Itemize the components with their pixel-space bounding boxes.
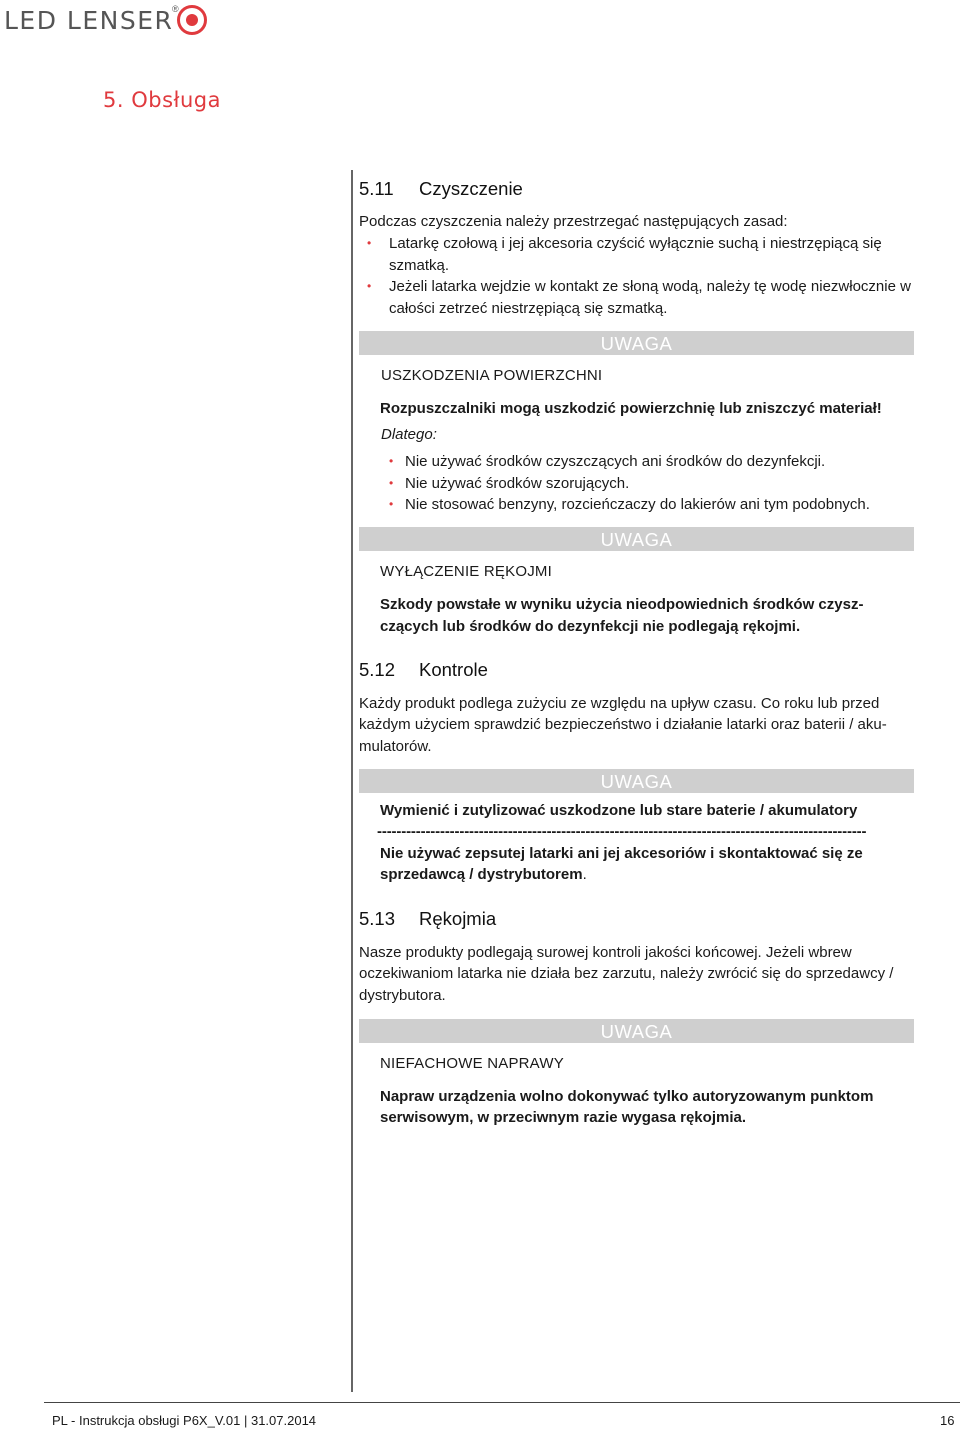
list-item: • Latarkę czołową i jej akcesoria czyścić wyłącznie suchą i niestrzępiącą się szmatką.	[359, 233, 931, 276]
warning-bold-line: serwisowym, w przeciwnym razie wygasa rękojmia.	[380, 1109, 746, 1126]
footer-rule	[44, 1402, 960, 1403]
paragraph-line: oczekiwaniom latarka nie działa bez zarzutu, należy zwrócić się do sprzedawcy /	[359, 965, 894, 982]
paragraph-line: dystrybutora.	[359, 987, 446, 1004]
cleaning-rules-list	[359, 233, 931, 319]
section-number: 5.11	[359, 178, 394, 199]
list-item: • Nie stosować benzyny, rozcieńczaczy do lakierów ani tym podobnych.	[380, 494, 920, 516]
section-heading-5-13	[359, 908, 496, 930]
vertical-rule	[351, 170, 353, 1392]
list-item: • Nie używać środków czyszczących ani środków do dezynfekcji.	[380, 451, 920, 473]
sentence-end: .	[582, 866, 587, 883]
warning-bold-line: sprzedawcą / dystrybutorem	[380, 866, 583, 883]
paragraph-line: Nasze produkty podlegają surowej kontroli jakości końcowej. Jeżeli wbrew	[359, 944, 852, 961]
brand-logo	[4, 4, 207, 36]
section-intro: Podczas czyszczenia należy przestrzegać następujących zasad:	[359, 213, 788, 230]
paragraph-line: mulatorów.	[359, 738, 432, 755]
warning-label: NIEFACHOWE NAPRAWY	[380, 1055, 564, 1072]
section-title: Rękojmia	[419, 908, 497, 929]
warning-bar: UWAGA	[359, 769, 914, 793]
warning-bar: UWAGA	[359, 527, 914, 551]
warning-italic-text: Dlatego:	[381, 426, 437, 443]
footer-document-info: PL - Instrukcja obsługi P6X_V.01 | 31.07.2014	[52, 1413, 317, 1428]
brand-name: LED LENSER	[4, 5, 174, 35]
chapter-title: 5. Obsługa	[103, 88, 221, 112]
warning-bullet-list	[380, 451, 920, 516]
warning-label: WYŁĄCZENIE RĘKOJMI	[380, 563, 552, 580]
warning-bar: UWAGA	[359, 1019, 914, 1043]
list-item: • Nie używać środków szorujących.	[380, 473, 920, 495]
paragraph-line: Każdy produkt podlega zużyciu ze względu na upływ czasu. Co roku lub przed	[359, 695, 880, 712]
warning-bold-line-wrap	[380, 864, 587, 886]
warning-bar: UWAGA	[359, 331, 914, 355]
page-number: 16	[940, 1413, 955, 1428]
warning-bold-line: czących lub środków do dezynfekcji nie podlegają rękojmi.	[380, 618, 801, 635]
warning-bold-line: Szkody powstałe w wyniku użycia nieodpowiednich środków czysz-	[380, 596, 864, 613]
section-heading-5-11	[359, 178, 523, 200]
section-number: 5.13	[359, 908, 396, 929]
dashed-separator: -----------------------------------------------------------------------------------------------------	[377, 823, 867, 840]
warning-bold-line: Nie używać zepsutej latarki ani jej akcesoriów i skontaktować się ze	[380, 845, 863, 862]
registered-mark: ®	[172, 4, 179, 14]
warning-bold-line: Napraw urządzenia wolno dokonywać tylko autoryzowanym punktom	[380, 1088, 874, 1105]
warning-bold-text: Wymienić i zutylizować uszkodzone lub stare baterie / akumulatory	[380, 802, 858, 819]
warning-label: USZKODZENIA POWIERZCHNI	[381, 367, 603, 384]
section-title: Kontrole	[419, 659, 488, 680]
section-heading-5-12	[359, 659, 488, 681]
paragraph-line: każdym użyciem sprawdzić bezpieczeństwo i działanie latarki oraz baterii / aku-	[359, 716, 887, 733]
list-item: • Jeżeli latarka wejdzie w kontakt ze słoną wodą, należy tę wodę niezwłocznie w całości zetrzeć niestrzępiącą się szmatką.	[359, 276, 931, 319]
warning-bold-text: Rozpuszczalniki mogą uszkodzić powierzchnię lub zniszczyć materiał!	[380, 400, 882, 417]
led-lenser-circle-icon	[177, 5, 207, 35]
section-number: 5.12	[359, 659, 396, 680]
section-title: Czyszczenie	[419, 178, 523, 199]
